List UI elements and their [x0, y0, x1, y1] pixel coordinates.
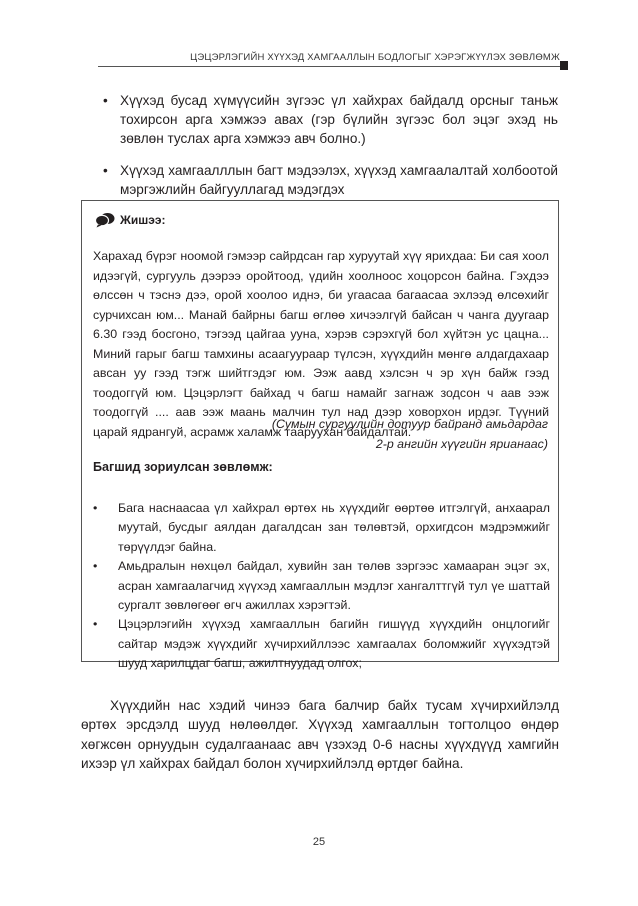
header-rule: [98, 66, 564, 67]
chat-bubbles-icon: [95, 212, 115, 228]
bullet-dot: •: [103, 93, 108, 108]
bullet-item: [103, 91, 558, 148]
bullet-dot: •: [93, 501, 98, 515]
bullet-dot: •: [103, 163, 108, 178]
bullet-text: Хүүхэд хамгаалллын багт мэдээлэх, хүүхэд хамгаалалтай холбоотой мэргэжлийн байгууллагад мэдэгдэх: [120, 163, 558, 197]
story-source: [272, 415, 548, 454]
example-box: [81, 200, 559, 671]
example-story: Харахад бүрэг ноомой гэмээр сайрдсан гар хуруутай хүү ярихдаа: Би сая хоол идээгүй, сургууль дээрээ оройтоод, үдийн хоолноос хоцорсон байна. Гэхдээ өлссөн ч тэснэ дээ, орой хоолоо иднэ, би угаасаа багаасаа эхлээд өлсөхийг сурчихсан юм... Манай байрны багш өглөө хичээлгүй байсан ч чанга дуугаар 6.30 гээд босгоно, тэгээд цайгаа ууна, хэрэв сэрэхгүй бол хүйтэн ус цацна... Миний гарыг багш тамхины асаагуураар түлсэн, хүүхдийн мөнгө алдагдахаар авсан уу гээд тэгж шийтгэдэг юм. Ээж аавд хэлсэн ч эр хүн байж гээд тоодоггүй юм. Цэцэрлэгт байхад ч багш намайг загнаж зодсон ч аав ээж тоодоггүй .... аав ээж маань малчин тул над дээр ховорхон ирдэг. Түүний царай ядрангуй, асрамж халамж таарууxан байдалтай.: [93, 249, 549, 439]
source-line-1: (Сумын сургуулийн дотуур байранд амьдардаг: [271, 417, 548, 431]
advice-list: [93, 499, 550, 674]
running-header: [98, 47, 560, 69]
advice-text: Бага наснаасаа үл хайхрал өртөх нь хүүхдийг өөртөө итгэлгүй, анхаарал муутай, бусдыг аялдан дагалдсан зан төлөвтэй, орхигдсон мэдрэмжийг төрүүлдэг байна.: [118, 501, 550, 554]
bullet-dot: •: [93, 559, 98, 574]
source-line-2: 2-р ангийн хүүгийн ярианаас): [375, 436, 548, 451]
bullet-item: [103, 161, 558, 199]
page-number: 25: [312, 836, 326, 848]
running-title: ЦЭЦЭРЛЭГИЙН ХҮҮХЭД ХАМГААЛЛЫН БОДЛОГЫГ ХЭРЭГЖҮҮЛЭХ ЗӨВЛӨМЖ: [190, 52, 560, 63]
advice-heading: Багшид зориулсан зөвлөмж:: [93, 460, 273, 474]
header-corner-mark: [560, 61, 568, 70]
body-paragraph: Хүүхдийн нас хэдий чинээ бага балчир байх тусам хүчирхийлэлд өртөх эрсдэлд шууд нөлөөлдөг. Хүүхэд хамгааллын тогтолцоо өндөр хөгжсөн орнуудын судалгаанаас авч үзэхэд 0-6 насны хүүхдүүд хамгийн ихээр үл хайхрах байдал болон хүчирхийлэлд өртдөг байна.: [81, 698, 559, 772]
advice-text: Цэцэрлэгийн хүүхэд хамгааллын багийн гишүүд хүүхдийн онцлогийг сайтар мэдэж хүүхдийг хүчирхийллээс хамгаалах боломжийг хүүхэдтэй шууд харилцдаг багш, ажилтнуудад олгох;: [118, 617, 550, 671]
advice-text: Амьдралын нөхцөл байдал, хувийн зан төлөв зэргээс хамааран эцэг эх, асран хамгаалагчид хүүхэд хамгааллын мэдлэг хангалттгүй тул үе шаттай сургалт зөвлөгөөг өгч ажиллах хэрэгтэй.: [118, 559, 550, 613]
advice-item: [93, 499, 550, 557]
example-heading: [95, 212, 165, 228]
intro-bullet-list: [103, 91, 558, 212]
bullet-dot: •: [93, 617, 98, 632]
example-title: Жишээ:: [120, 213, 166, 227]
advice-item: [93, 557, 550, 615]
advice-item: [93, 615, 550, 673]
bullet-text: Хүүхэд бусад хүмүүсийн зүгээс үл хайхрах байдалд орсныг таньж тохирсон арга хэмжээ авах (гэр бүлийн зүгээс бол эцэг эхэд нь зөвлөн туслах арга хэмжээ авч болно.): [120, 93, 558, 146]
